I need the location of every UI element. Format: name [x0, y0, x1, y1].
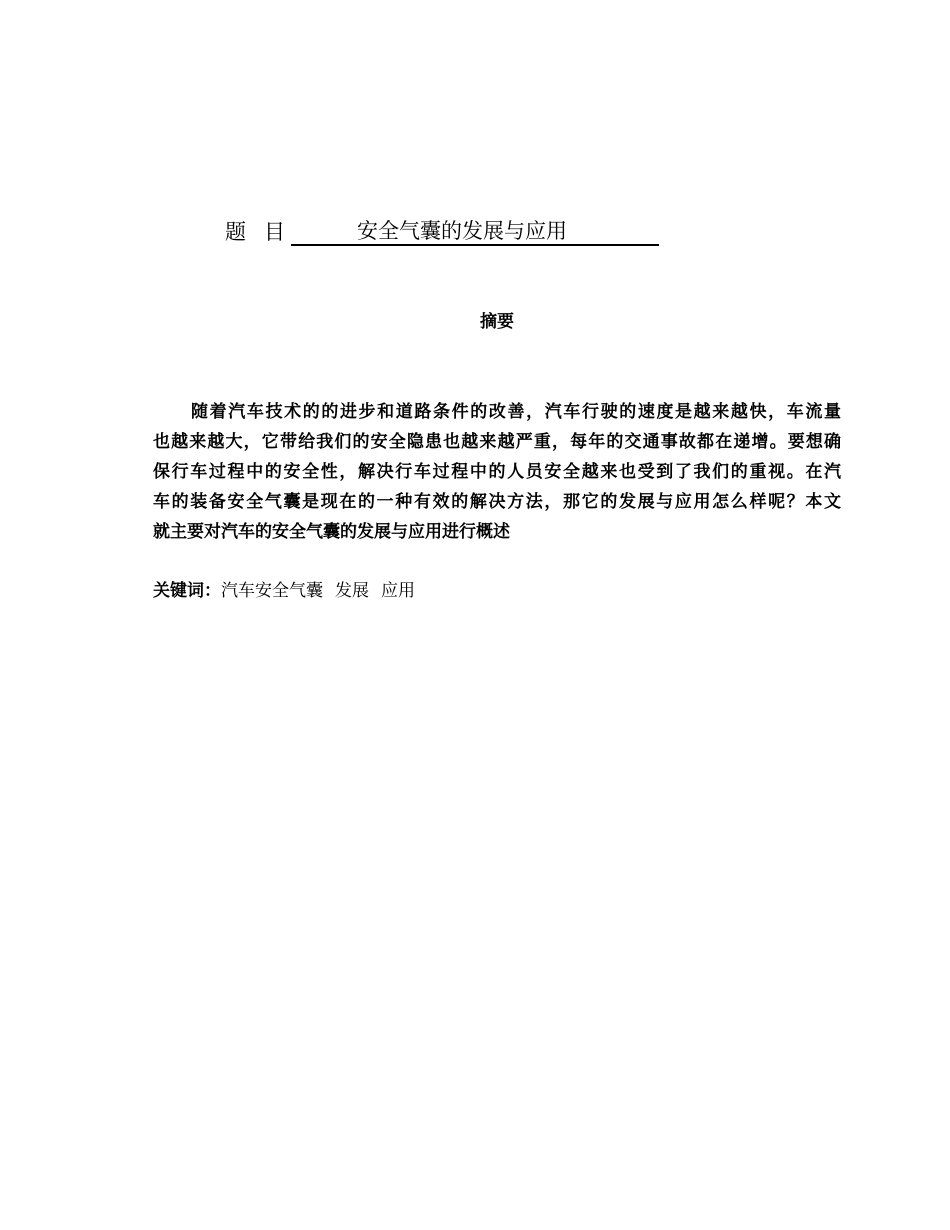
thesis-title: 安全气囊的发展与应用 [291, 218, 659, 246]
title-label: 题目 [225, 220, 303, 244]
title-line [225, 216, 659, 246]
abstract-heading: 摘要 [480, 312, 514, 332]
keywords-label: 关键词： [153, 581, 221, 601]
keyword: 汽车安全气囊 [221, 581, 323, 601]
keyword: 发展 [335, 581, 369, 601]
abstract-body [153, 397, 841, 547]
abstract-line: 车的装备安全气囊是现在的一种有效的解决方法，那它的发展与应用怎么样呢？本文 [153, 492, 841, 512]
keywords [153, 576, 427, 601]
abstract-line: 保行车过程中的安全性，解决行车过程中的人员安全越来也受到了我们的重视。在汽 [153, 462, 841, 482]
keyword: 应用 [381, 581, 415, 601]
abstract-line: 也越来越大，它带给我们的安全隐患也越来越严重，每年的交通事故都在递增。要想确 [153, 432, 841, 452]
abstract-line: 就主要对汽车的安全气囊的发展与应用进行概述 [153, 522, 510, 542]
abstract-line: 随着汽车技术的的进步和道路条件的改善，汽车行驶的速度是越来越快，车流量 [191, 402, 841, 422]
